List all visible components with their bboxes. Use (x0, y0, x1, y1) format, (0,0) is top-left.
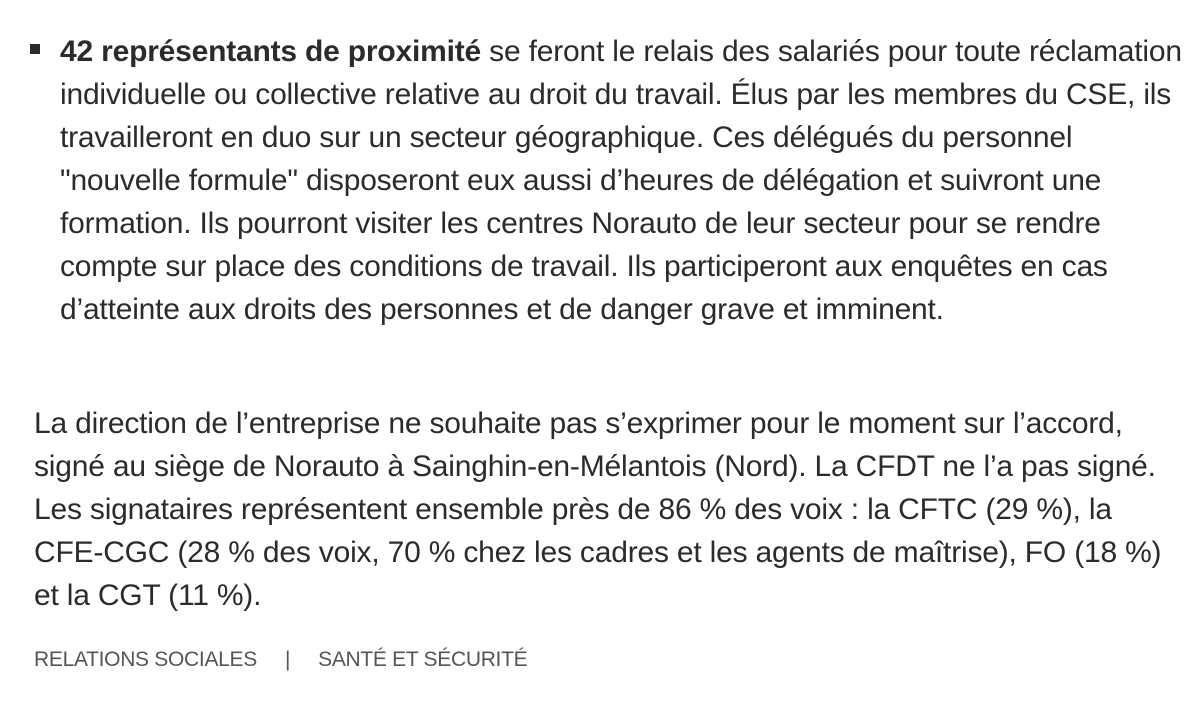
bullet-list-item (60, 30, 1190, 331)
tag-separator: | (284, 648, 291, 671)
bullet-highlight: 42 représentants de proximité (60, 35, 482, 68)
tag-list (34, 648, 527, 672)
bullet-square-icon (30, 44, 40, 54)
article-paragraph: La direction de l’entreprise ne souhaite pas s’exprimer pour le moment sur l’accord, signé au siège de Norauto à Sainghin-en-Mélantois (Nord). La CFDT ne l’a pas signé. Les signataires représentent ensemble près de 86 % des voix : la CFTC (29 %), la CFE-CGC (28 % des voix, 70 % chez les cadres et les agents de maîtrise), FO (18 %) et la CGT (11 %). (34, 407, 1162, 612)
bullet-text: se feront le relais des salariés pour toute réclamation individuelle ou collective relative au droit du travail. Élus par les membres du CSE, ils travailleront en duo sur un secteur géographique. Ces délégués du personnel "nouvelle formule" disposeront eux aussi d’heures de délégation et suivront une formation. Ils pourront visiter les centres Norauto de leur secteur pour se rendre compte sur place des conditions de travail. Ils participeront aux enquêtes en cas d’atteinte aux droits des personnes et de danger grave et imminent. (60, 35, 1182, 326)
tag-relations-sociales[interactable]: RELATIONS SOCIALES (34, 648, 257, 671)
tag-sante-et-securite[interactable]: SANTÉ ET SÉCURITÉ (318, 648, 528, 671)
